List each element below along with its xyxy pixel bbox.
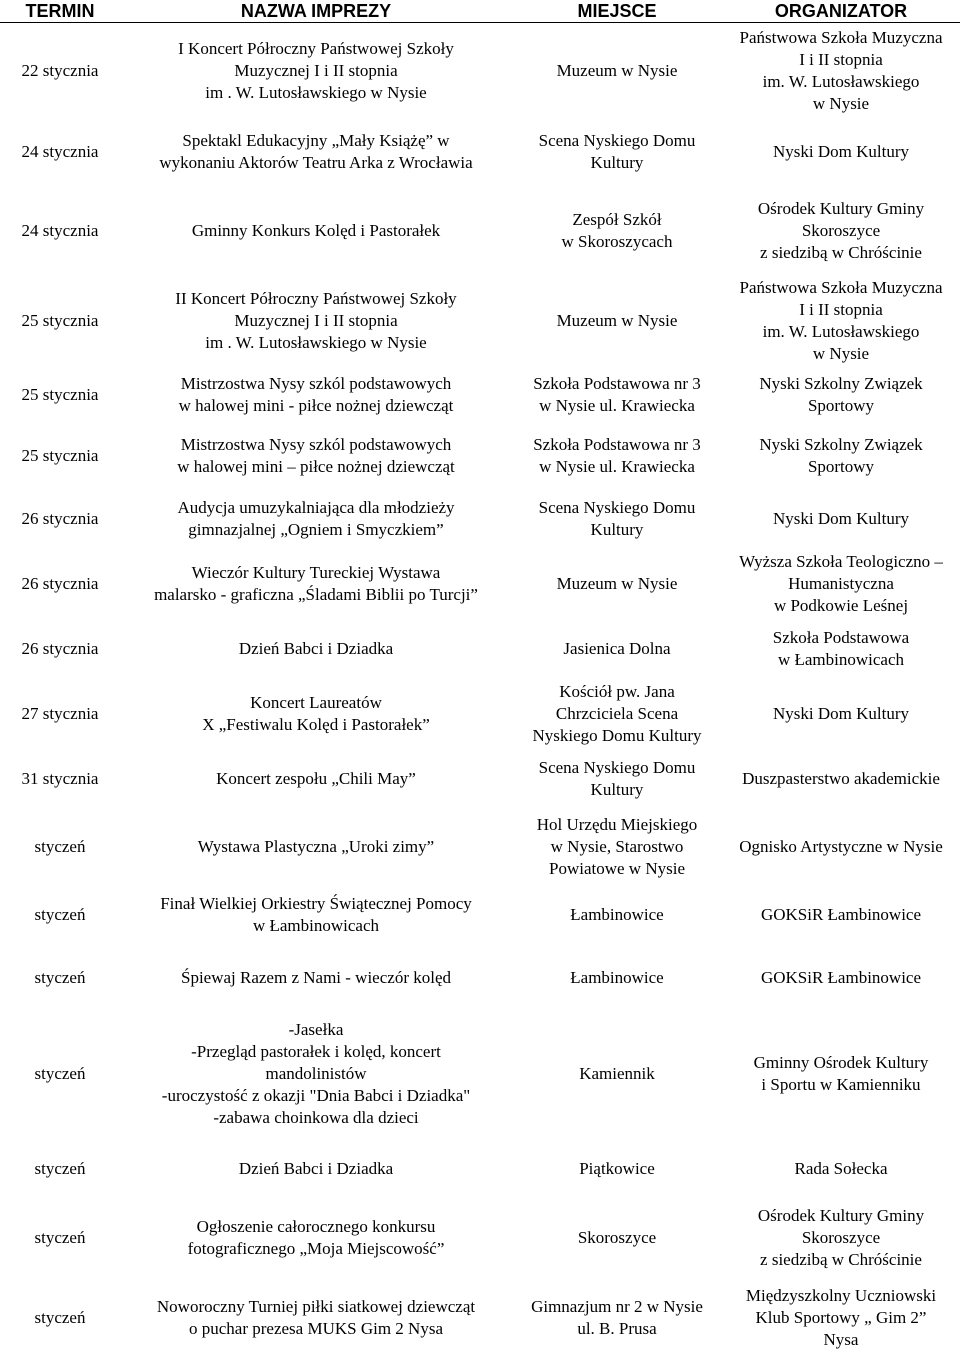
event-date: 26 stycznia [21,638,99,658]
event-date-cell [0,617,120,681]
event-name: Gminny Konkurs Kolęd i Pastorałek [191,220,441,240]
event-place-cell [512,551,722,617]
event-name: Wieczór Kultury Tureckiej Wystawa malarsko - graficzna „Śladami Biblii po Turcji” [154,562,478,604]
event-place-cell [512,119,722,185]
header-row [0,0,960,23]
event-organizer-cell [722,365,960,425]
event-organizer: Nyski Dom Kultury [773,141,909,161]
event-place-cell [512,365,722,425]
event-date: styczeń [34,1227,86,1247]
event-date: styczeń [34,967,86,987]
event-place-cell [512,1277,722,1359]
event-place-cell [512,681,722,747]
table-row [0,681,960,747]
event-organizer-cell [722,1139,960,1199]
event-name-cell [120,365,512,425]
event-date: styczeń [34,904,86,924]
event-place: Scena Nyskiego Domu Kultury [538,130,696,172]
event-name: Mistrzostwa Nysy szkól podstawowych w halowej mini – piłce nożnej dziewcząt [177,434,455,476]
event-date-cell [0,883,120,947]
event-name: Koncert Laureatów X „Festiwalu Kolęd i Pastorałek” [202,692,430,734]
event-organizer: Nyski Szkolny Związek Sportowy [759,373,923,415]
event-date: 26 stycznia [21,508,99,528]
event-organizer: Nyski Dom Kultury [773,703,909,723]
event-organizer: Ośrodek Kultury Gminy Skoroszyce z siedzibą w Chróścinie [757,198,925,262]
event-place-cell [512,277,722,365]
event-name-cell [120,947,512,1009]
event-place: Kamiennik [579,1063,655,1083]
table-row [0,1009,960,1139]
event-organizer-cell [722,23,960,119]
event-organizer: Ognisko Artystyczne w Nysie [739,836,943,856]
table-row [0,811,960,883]
event-place-cell [512,487,722,551]
event-name: Noworoczny Turniej piłki siatkowej dziewcząt o puchar prezesa MUKS Gim 2 Nysa [156,1296,476,1338]
event-organizer: Szkoła Podstawowa w Łambinowicach [772,627,910,669]
event-date-cell [0,551,120,617]
event-organizer-cell [722,1009,960,1139]
event-place: Piątkowice [579,1158,655,1178]
event-date: styczeń [34,1158,86,1178]
event-date-cell [0,1199,120,1277]
event-place: Zespół Szkół w Skoroszycach [561,209,673,251]
event-name: -Jasełka -Przegląd pastorałek i kolęd, koncert mandolinistów -uroczystość z okazji "Dnia Babci i Dziadka" -zabawa choinkowa dla dzieci [161,1019,471,1127]
table-row [0,23,960,119]
event-organizer-cell [722,883,960,947]
event-organizer-cell [722,185,960,277]
table-row [0,425,960,487]
event-name: Audycja umuzykalniająca dla młodzieży gimnazjalnej „Ogniem i Smyczkiem” [177,497,455,539]
event-place-cell [512,617,722,681]
table-row [0,277,960,365]
event-name: Wystawa Plastyczna „Uroki zimy” [197,836,435,856]
event-date-cell [0,1277,120,1359]
table-row [0,617,960,681]
event-organizer-cell [722,681,960,747]
event-name: Dzień Babci i Dziadka [238,1158,394,1178]
event-place-cell [512,425,722,487]
table-row [0,365,960,425]
event-organizer: Państwowa Szkoła Muzyczna I i II stopnia im. W. Lutosławskiego w Nysie [739,277,943,363]
event-date: styczeń [34,1307,86,1327]
event-place: Hol Urzędu Miejskiego w Nysie, Starostwo Powiatowe w Nysie [536,814,698,878]
event-date: 24 stycznia [21,141,99,161]
event-place: Jasienica Dolna [563,638,671,658]
event-date: 26 stycznia [21,573,99,593]
event-date-cell [0,23,120,119]
event-organizer: Państwowa Szkoła Muzyczna I i II stopnia im. W. Lutosławskiego w Nysie [739,27,943,113]
event-name: Ogłoszenie całorocznego konkursu fotograficznego „Moja Miejscowość” [187,1216,445,1258]
event-organizer-cell [722,617,960,681]
event-date-cell [0,811,120,883]
event-date-cell [0,681,120,747]
event-name-cell [120,811,512,883]
event-organizer-cell [722,811,960,883]
event-name: Dzień Babci i Dziadka [238,638,394,658]
event-name-cell [120,681,512,747]
header-organizer: ORGANIZATOR [722,0,960,23]
event-organizer-cell [722,1199,960,1277]
event-organizer-cell [722,1277,960,1359]
event-date: 22 stycznia [21,60,99,80]
event-organizer-cell [722,119,960,185]
table-row [0,947,960,1009]
event-place: Szkoła Podstawowa nr 3 w Nysie ul. Krawiecka [533,373,701,415]
event-organizer-cell [722,947,960,1009]
event-place: Łambinowice [570,904,664,924]
event-organizer: Gminny Ośrodek Kultury i Sportu w Kamienniku [753,1052,929,1094]
event-place: Łambinowice [570,967,664,987]
event-place: Gimnazjum nr 2 w Nysie ul. B. Prusa [531,1296,703,1338]
event-date: 25 stycznia [21,310,99,330]
event-organizer: Nyski Dom Kultury [773,508,909,528]
event-date: 25 stycznia [21,384,99,404]
event-place-cell [512,23,722,119]
event-organizer: Ośrodek Kultury Gminy Skoroszyce z siedzibą w Chróścinie [757,1205,925,1269]
event-organizer-cell [722,425,960,487]
table-row [0,185,960,277]
table-row [0,487,960,551]
event-name: Śpiewaj Razem z Nami - wieczór kolęd [180,967,451,987]
table-row [0,883,960,947]
table-row [0,1277,960,1359]
event-date-cell [0,425,120,487]
event-organizer: Wyższa Szkoła Teologiczno – Humanistyczna w Podkowie Leśnej [739,551,943,615]
event-date-cell [0,1139,120,1199]
event-place-cell [512,1009,722,1139]
event-place: Scena Nyskiego Domu Kultury [538,757,696,799]
event-place: Kościół pw. Jana Chrzciciela Scena Nyskiego Domu Kultury [532,681,702,745]
event-name: Finał Wielkiej Orkiestry Świątecznej Pomocy w Łambinowicach [160,893,472,935]
event-organizer-cell [722,747,960,811]
event-place-cell [512,947,722,1009]
event-name-cell [120,1277,512,1359]
event-place: Scena Nyskiego Domu Kultury [538,497,696,539]
event-organizer: Międzyszkolny Uczniowski Klub Sportowy „ Gim 2” Nysa [745,1285,937,1349]
event-date: 25 stycznia [21,445,99,465]
event-organizer: Duszpasterstwo akademickie [742,768,940,788]
event-name: Koncert zespołu „Chili May” [216,768,416,788]
event-place: Muzeum w Nysie [556,573,678,593]
event-name-cell [120,1199,512,1277]
event-name-cell [120,185,512,277]
event-place: Muzeum w Nysie [556,310,678,330]
event-date: styczeń [34,836,86,856]
event-date: styczeń [34,1063,86,1083]
event-name-cell [120,1139,512,1199]
event-organizer: Nyski Szkolny Związek Sportowy [759,434,923,476]
event-name: Mistrzostwa Nysy szkól podstawowych w halowej mini - piłce nożnej dziewcząt [178,373,454,415]
event-name: Spektakl Edukacyjny „Mały Książę” w wykonaniu Aktorów Teatru Arka z Wrocławia [159,130,473,172]
event-name-cell [120,119,512,185]
event-name-cell [120,551,512,617]
table-row [0,1199,960,1277]
event-organizer-cell [722,551,960,617]
event-name: II Koncert Półroczny Państwowej Szkoły Muzycznej I i II stopnia im . W. Lutosławskiego w Nysie [175,288,457,352]
event-name-cell [120,747,512,811]
event-organizer: GOKSiR Łambinowice [760,967,922,987]
table-row [0,119,960,185]
header-place: MIEJSCE [512,0,722,23]
event-date: 31 stycznia [21,768,99,788]
event-organizer: Rada Sołecka [794,1158,888,1178]
event-name-cell [120,277,512,365]
event-date-cell [0,1009,120,1139]
table-row [0,1139,960,1199]
header-date: TERMIN [0,0,120,23]
event-date: 24 stycznia [21,220,99,240]
event-place-cell [512,811,722,883]
event-name-cell [120,617,512,681]
event-name-cell [120,487,512,551]
event-place-cell [512,747,722,811]
event-organizer: GOKSiR Łambinowice [760,904,922,924]
event-name-cell [120,425,512,487]
event-date: 27 stycznia [21,703,99,723]
event-place-cell [512,1139,722,1199]
event-organizer-cell [722,487,960,551]
event-place-cell [512,185,722,277]
header-event-name: NAZWA IMPREZY [120,0,512,23]
event-date-cell [0,487,120,551]
event-organizer-cell [722,277,960,365]
event-date-cell [0,947,120,1009]
event-name: I Koncert Półroczny Państwowej Szkoły Muzycznej I i II stopnia im . W. Lutosławskiego w Nysie [178,38,454,102]
event-name-cell [120,883,512,947]
event-date-cell [0,119,120,185]
event-date-cell [0,185,120,277]
event-place-cell [512,883,722,947]
events-table-body [0,23,960,1359]
event-place: Skoroszyce [577,1227,657,1247]
event-date-cell [0,747,120,811]
table-row [0,551,960,617]
event-place: Muzeum w Nysie [556,60,678,80]
event-date-cell [0,277,120,365]
event-place-cell [512,1199,722,1277]
table-row [0,747,960,811]
event-date-cell [0,365,120,425]
event-place: Szkoła Podstawowa nr 3 w Nysie ul. Krawiecka [533,434,701,476]
event-name-cell [120,23,512,119]
event-name-cell [120,1009,512,1139]
